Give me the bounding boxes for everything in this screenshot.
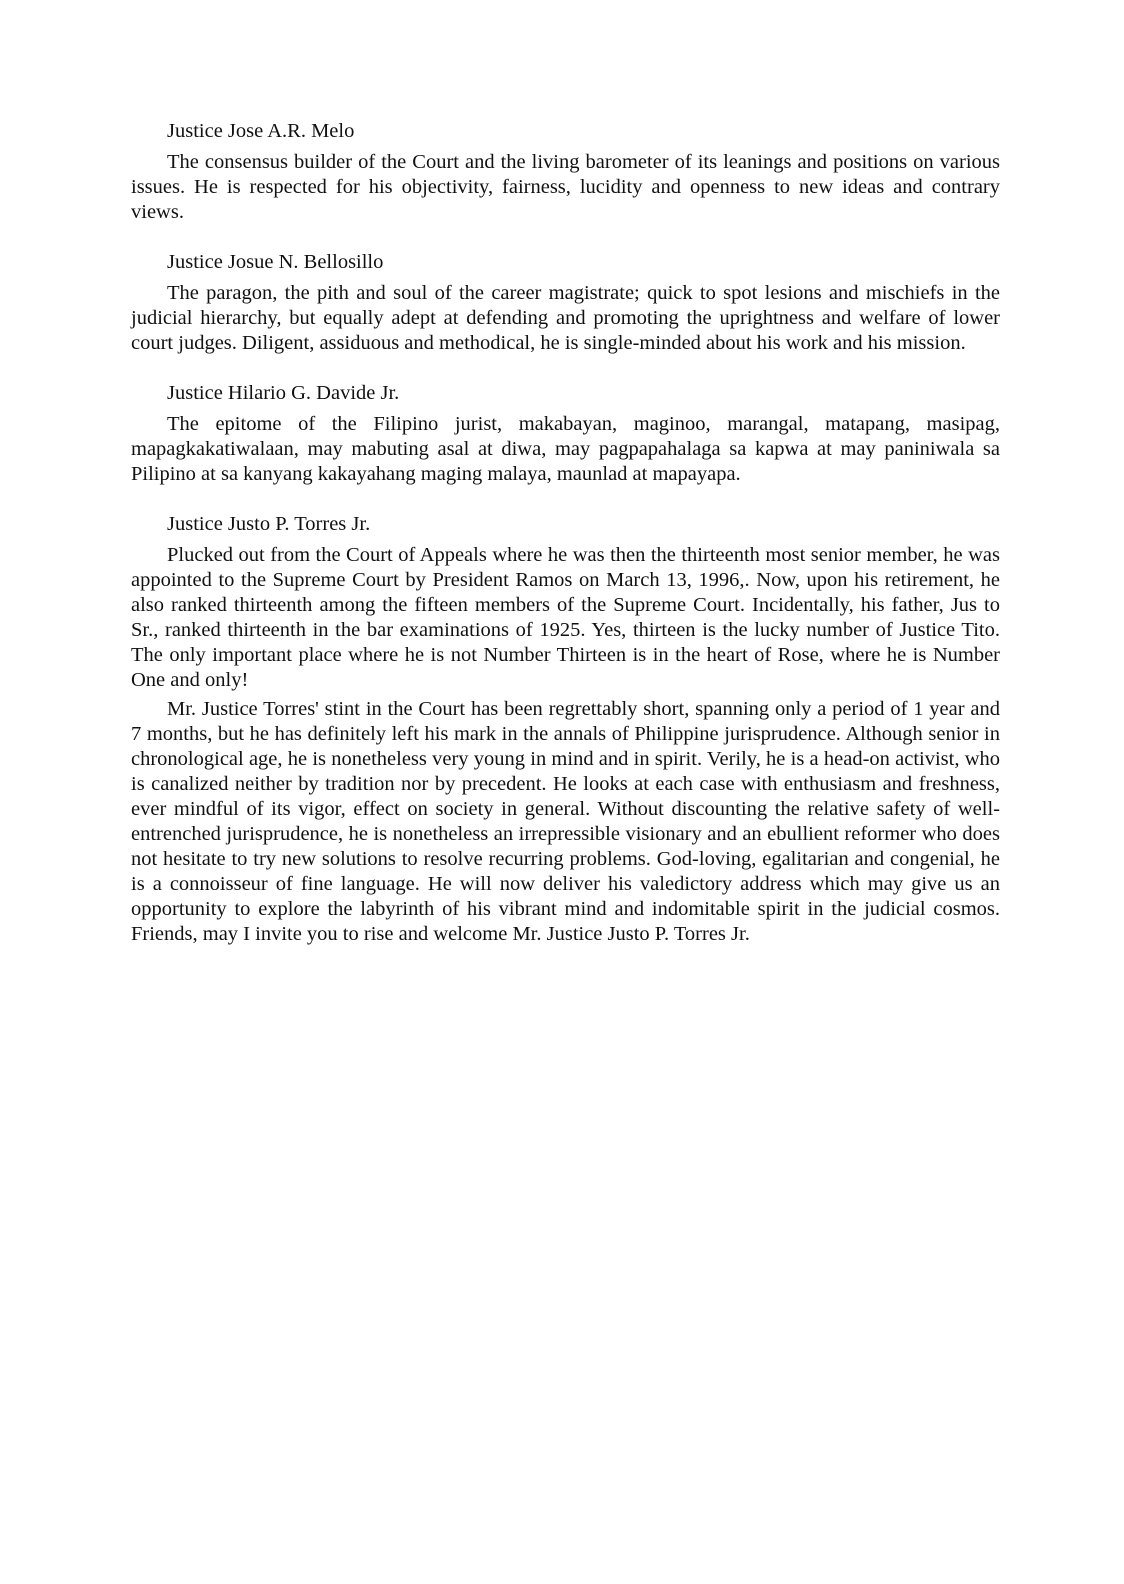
tribute-paragraph: The paragon, the pith and soul of the career magistrate; quick to spot lesions and mischiefs in the judicial hierarchy, but equally adept at defending and promoting the uprightness and welfare of lower court judges. Diligent, assiduous and methodical, he is single-minded about his work and his mission.: [131, 282, 1000, 354]
justice-name: Justice Jose A.R. Melo: [167, 120, 355, 142]
document-page: [131, 119, 1000, 972]
section-davide: [131, 381, 1000, 487]
tribute-paragraph: The consensus builder of the Court and the living barometer of its leanings and positions on various issues. He is respected for his objectivity, fairness, lucidity and openness to new ideas and contrary views.: [131, 151, 1000, 223]
tribute-paragraph: Mr. Justice Torres' stint in the Court has been regrettably short, spanning only a period of 1 year and 7 months, but he has definitely left his mark in the annals of Philippine jurisprudence. Although senior in chronological age, he is nonetheless very young in mind and in spirit. Verily, he is a head-on activist, who is canalized neither by tradition nor by precedent. He looks at each case with enthusiasm and freshness, ever mindful of its vigor, effect on society in general. Without discounting the relative safety of well-entrenched jurisprudence, he is nonetheless an irrepressible visionary and an ebullient reformer who does not hesitate to try new solutions to resolve recurring problems. God-loving, egalitarian and congenial, he is a connoisseur of fine language. He will now deliver his valedictory address which may give us an opportunity to explore the labyrinth of his vibrant mind and indomitable spirit in the judicial cosmos. Friends, may I invite you to rise and welcome Mr. Justice Justo P. Torres Jr.: [131, 698, 1000, 945]
section-torres: [131, 512, 1000, 947]
section-melo: [131, 119, 1000, 225]
tribute-paragraph: The epitome of the Filipino jurist, makabayan, maginoo, marangal, matapang, masipag, mapagkakatiwalaan, may mabuting asal at diwa, may pagpapahalaga sa kapwa at may paniniwala sa Pilipino at sa kanyang kakayahang maging malaya, maunlad at mapayapa.: [131, 413, 1000, 485]
justice-name: Justice Josue N. Bellosillo: [167, 251, 384, 273]
justice-name: Justice Justo P. Torres Jr.: [167, 513, 371, 535]
justice-name: Justice Hilario G. Davide Jr.: [167, 382, 400, 404]
tribute-paragraph: Plucked out from the Court of Appeals where he was then the thirteenth most senior member, he was appointed to the Supreme Court by President Ramos on March 13, 1996,. Now, upon his retirement, he also ranked thirteenth among the fifteen members of the Supreme Court. Incidentally, his father, Jus to Sr., ranked thirteenth in the bar examinations of 1925. Yes, thirteen is the lucky number of Justice Tito. The only important place where he is not Number Thirteen is in the heart of Rose, where he is Number One and only!: [131, 544, 1000, 691]
section-bellosillo: [131, 250, 1000, 356]
